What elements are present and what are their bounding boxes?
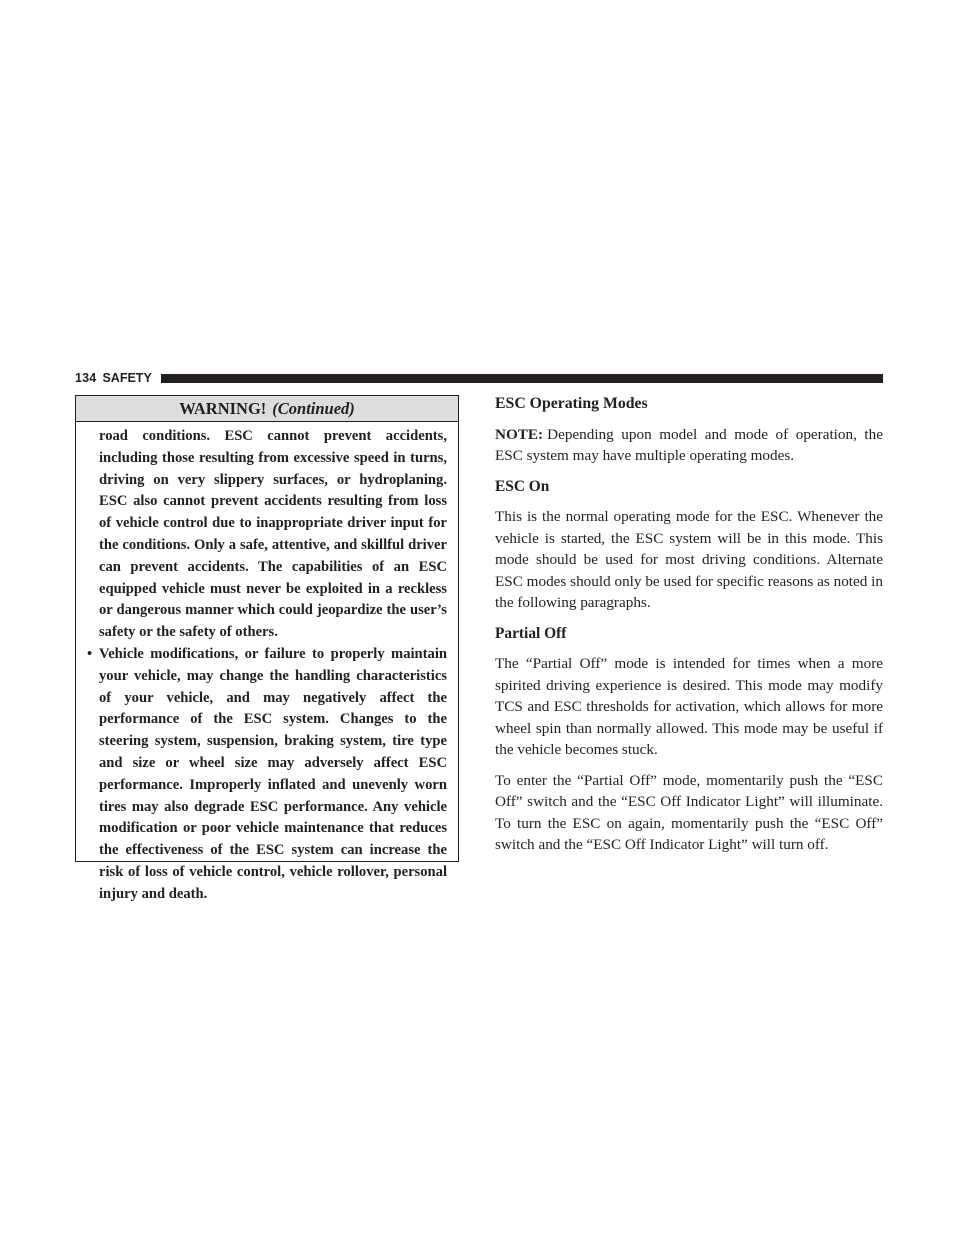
page-number: 134 bbox=[75, 371, 97, 385]
esc-on-paragraph: This is the normal operating mode for the ESC. Whenever the vehicle is started, the ESC system will be in this mode. This mode should be used for most driving conditions. Alternate ESC modes should only be used for specific reasons as noted in the following paragraphs. bbox=[495, 508, 883, 611]
warning-continued-text: road conditions. ESC cannot prevent accidents, including those resulting from excessive speed in turns, driving on very slippery surfaces, or hydroplaning. ESC also cannot prevent accidents resulting from loss of vehicle control due to inappropriate driver input for the conditions. Only a safe, attentive, and skillful driver can prevent accidents. The capabilities of an ESC equipped vehicle must never be exploited in a reckless or dangerous manner which could jeopardize the user’s safety or the safety of others. bbox=[99, 428, 447, 641]
section-heading: ESC Operating Modes bbox=[495, 395, 648, 412]
page-header bbox=[75, 371, 883, 385]
bullet-icon: • bbox=[87, 645, 93, 662]
warning-header bbox=[76, 396, 458, 422]
header-rule bbox=[161, 374, 883, 383]
note-label: NOTE: bbox=[495, 425, 544, 443]
content-column bbox=[495, 393, 883, 865]
warning-body bbox=[76, 422, 458, 906]
note-paragraph bbox=[495, 424, 883, 467]
partial-off-heading: Partial Off bbox=[495, 624, 567, 642]
partial-off-instructions: To enter the “Partial Off” mode, momentarily push the “ESC Off” switch and the “ESC Off Indicator Light” will illuminate. To turn the ESC on again, momentarily push the “ESC Off” switch and the “ESC Off Indicator Light” will turn off. bbox=[495, 771, 883, 853]
partial-off-paragraph: The “Partial Off” mode is intended for times when a more spirited driving experience is desired. This mode may modify TCS and ESC thresholds for activation, which allows for more wheel spin than normally allowed. This mode may be useful if the vehicle becomes stuck. bbox=[495, 655, 883, 758]
warning-continued-label: (Continued) bbox=[272, 398, 355, 418]
section-title: SAFETY bbox=[102, 371, 152, 385]
esc-on-heading: ESC On bbox=[495, 477, 550, 495]
note-text: Depending upon model and mode of operation, the ESC system may have multiple operating modes. bbox=[495, 425, 883, 464]
warning-bullet-item bbox=[87, 644, 447, 906]
warning-box bbox=[75, 395, 459, 902]
warning-bullet-text: Vehicle modifications, or failure to properly maintain your vehicle, may change the handling characteristics of your vehicle, and may negatively affect the performance of the ESC system. Changes to the steering system, suspension, braking system, tire type and size or wheel size may adversely affect ESC performance. Improperly inflated and unevenly worn tires may also degrade ESC performance. Any vehicle modification or poor vehicle maintenance that reduces the effectiveness of the ESC system can increase the risk of loss of vehicle control, vehicle rollover, personal injury and death. bbox=[99, 645, 447, 902]
warning-title: WARNING! bbox=[179, 398, 267, 418]
